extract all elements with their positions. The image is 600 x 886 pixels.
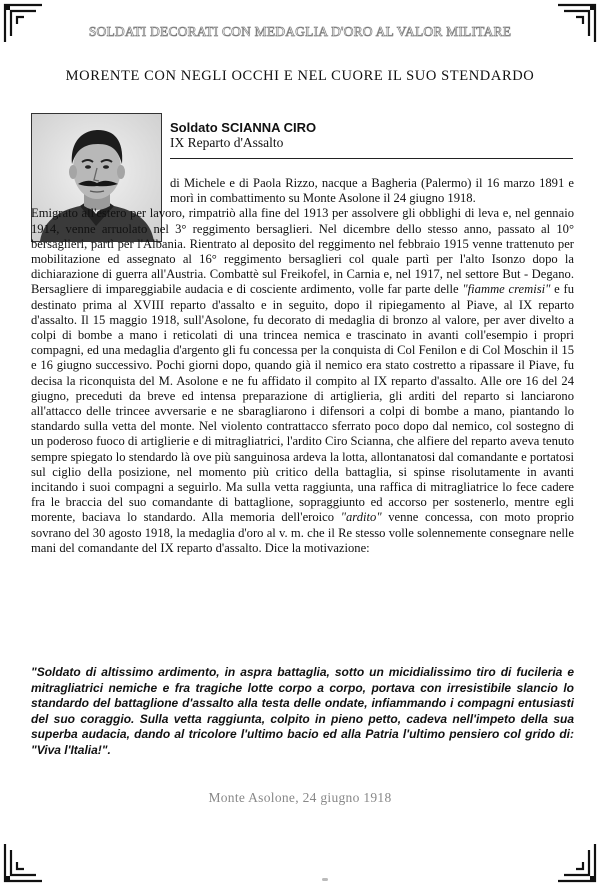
title-divider <box>170 158 573 159</box>
soldier-unit: IX Reparto d'Assalto <box>170 135 284 150</box>
medal-citation: "Soldato di altissimo ardimento, in aspra battaglia, sotto un micidialissimo tiro di fucileria e mitragliatrici nemiche e fra tragiche lotte corpo a corpo, portava con irresistibile slancio lo standardo del battaglione d'assalto alla testa delle ondate, infiammando i compagni entusiasti del suo coraggio. Sulla vetta raggiunta, colpito in pieno petto, cadeva nell'impeto della sua superba audacia, dando al tricolore l'ultimo bacio ed alla Patria l'ultimo pensiero col grido di: "Viva l'Italia!". <box>31 665 574 757</box>
biography-text-c: venne concessa, con moto proprio sovrano del 30 agosto 1918, la medaglia d'oro al v. m. che il Re stesso volle solennemente consegnare nelle mani del comandante del IX reparto d'assalto. Dice la motivazione: <box>31 510 574 555</box>
article-title: MORENTE CON NEGLI OCCHI E NEL CUORE IL SUO STENDARDO <box>65 68 535 84</box>
biography-emphasis-ardito: "ardito" <box>340 510 382 525</box>
corner-ornament-top-right <box>556 2 598 44</box>
biography-paragraph-2 <box>31 206 574 556</box>
page-speck <box>322 878 328 881</box>
biography-intro: di Michele e di Paola Rizzo, nacque a Bagheria (Palermo) il 16 marzo 1891 e morì in combattimento su Monte Asolone il 24 giugno 1918. <box>170 176 574 206</box>
biography <box>31 176 574 556</box>
biography-emphasis-fiamme: "fiamme cremisi" <box>462 282 551 297</box>
corner-ornament-top-left <box>2 2 44 44</box>
page-header: SOLDATI DECORATI CON MEDAGLIA D'ORO AL VALOR MILITARE <box>88 24 512 39</box>
place-date: Monte Asolone, 24 giugno 1918 <box>208 790 392 805</box>
biography-text-b: e fu destinato prima al XVIII reparto d'assalto e in seguito, dopo il ripiegamento al Piave, al IX reparto d'assalto. Il 15 maggio 1918, sull'Asolone, fu decorato di medaglia di bronzo al valore, per aver divelto a colpi di bombe a mano i reticolati di una trincea nemica e trascinato in avanti coll'esempio i propri compagni, ed una medaglia d'argento gli fu concessa per la conquista di Col Fenilon e di Col Moschin il 15 e 16 giugno successivo. Pochi giorni dopo, quando già il nemico era stato costretto a ripassare il Piave, fu decisa la riconquista del M. Asolone e ne fu affidato il compito al IX reparto d'assalto. Alle ore 16 del 24 giugno, preceduti da breve ed intensa preparazione di artiglieria, gli arditi del reparto si lanciarono all'attacco delle trincee avversarie e ne sbaragliarono i difensori a colpi di bombe a mano, piantando lo standardo sulla vetta del monte. Nel violento contrattacco sferrato poco dopo dal nemico, col sostegno di un poderoso fuoco di artiglierie e di mitragliatrici, l'ardito Ciro Scianna, che alfiere del reparto aveva tenuto sempre spiegato lo stendardo là ove più sanguinosa ardeva la lotta, allontanatosi dal comandante e portatosi sul ciglio della posizione, nel momento più critico della battaglia, si spinse risolutamente in avanti incitando i suoi compagni a seguirlo. Ma sulla vetta raggiunta, una raffica di mitragliatrice lo fece cadere fra le braccia del suo comandante di battaglione, sopraggiunto ed accorso per sostenerlo, mentre egli morente, baciava lo standardo. Alla memoria dell'eroico <box>31 282 574 525</box>
soldier-name: Soldato SCIANNA CIRO <box>170 120 317 135</box>
corner-ornament-bottom-right <box>556 842 598 884</box>
corner-ornament-bottom-left <box>2 842 44 884</box>
biography-paragraph-1 <box>31 176 574 206</box>
biography-text-a: Emigrato all'estero per lavoro, rimpatriò alla fine del 1913 per assolvere gli obblighi di leva e, nel gennaio 1914, venne arruolato nel 3° reggimento bersaglieri. Nel dicembre dello stesso anno, passato al 10° bersaglieri, partì per l'Albania. Rientrato al deposito del reggimento nel febbraio 1915 venne trattenuto per mobilitazione ed assegnato al 16° reggimento bersaglieri col quale partì per l'alto Isonzo dopo la dichiarazione di guerra all'Austria. Combattè sul Freikofel, in Carnia e, nel 1917, nel settore But - Degano. Bersagliere di impareggiabile audacia e di cosciente ardimento, volle far parte delle <box>31 206 574 297</box>
